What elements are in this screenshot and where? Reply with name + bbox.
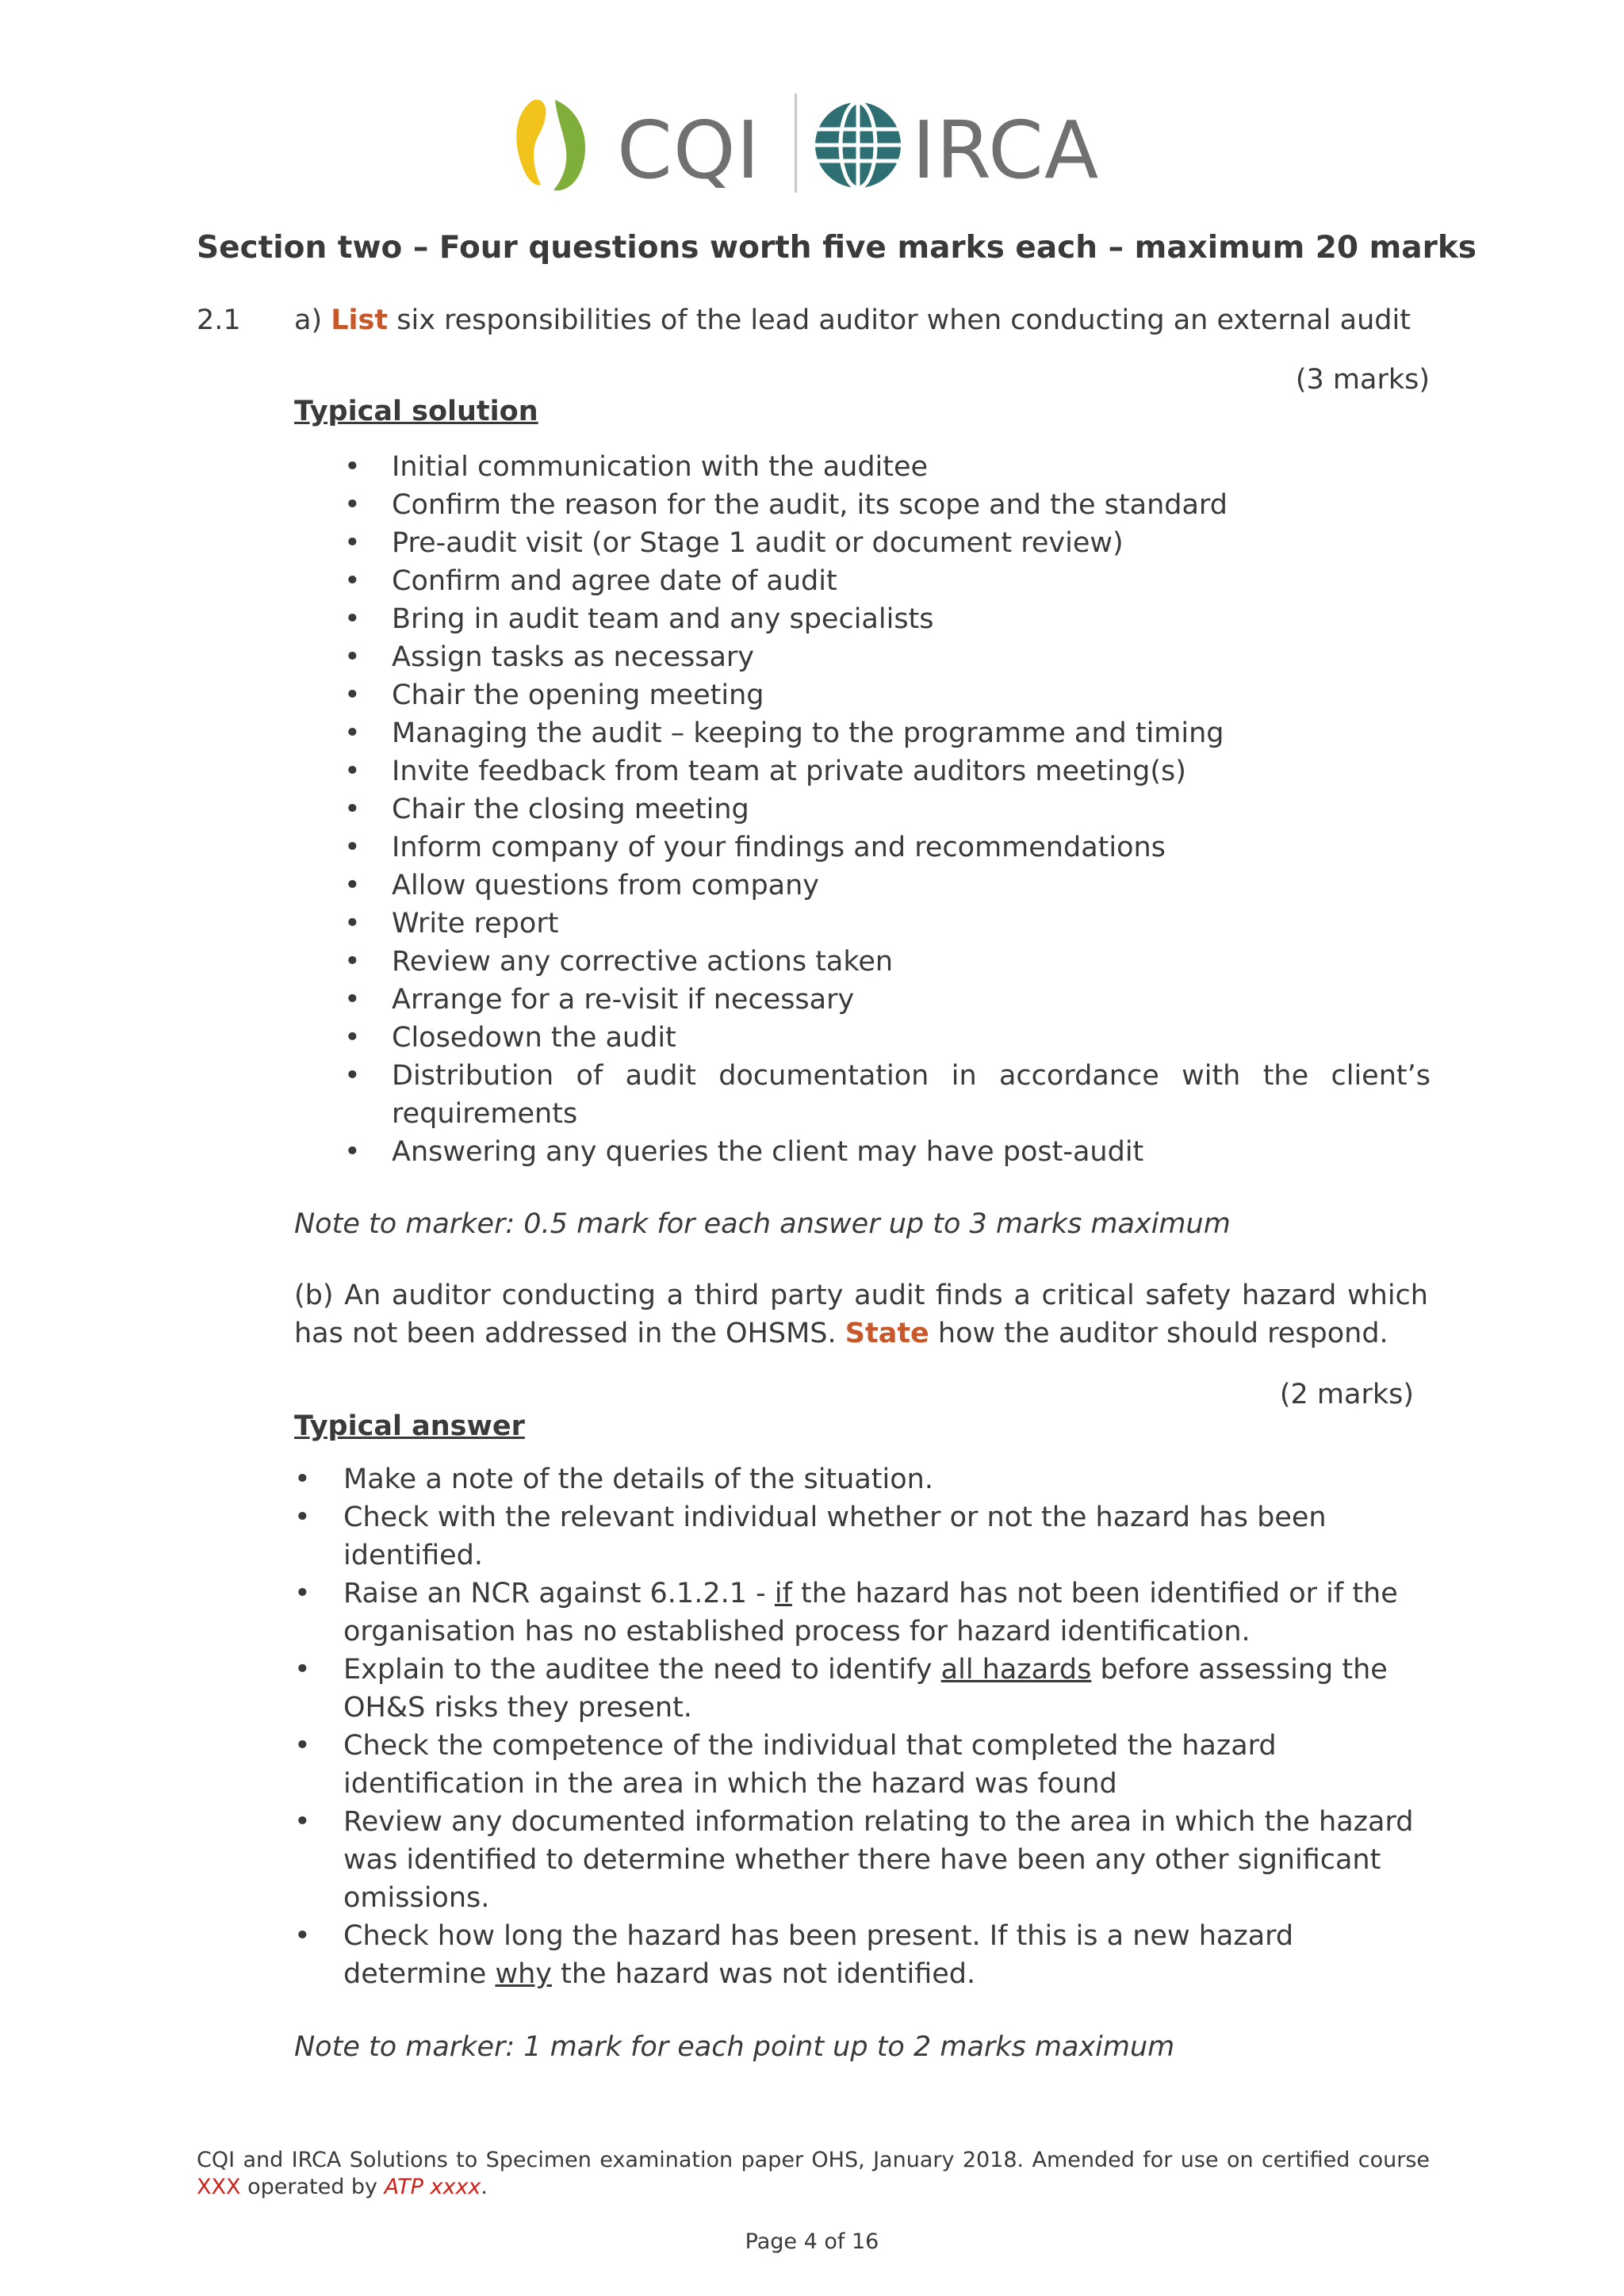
logo-cqi-text: CQI: [617, 104, 761, 197]
list-item: • Assign tasks as necessary: [344, 641, 755, 673]
list-item: • Bring in audit team and any specialists: [344, 603, 934, 635]
cqi-irca-logo: [500, 94, 1134, 197]
keyword-state: State: [845, 1318, 929, 1349]
list-item: • Distribution of audit documentation in accordance with the client’s requirements: [344, 1060, 1431, 1130]
list-item: • Check how long the hazard has been present. If this is a new hazard determine why the hazard was not identified.: [294, 1920, 1294, 1990]
list-item: • Confirm and agree date of audit: [344, 565, 837, 597]
list-item: • Chair the opening meeting: [344, 679, 764, 711]
section-heading: Section two – Four questions worth five marks each – maximum 20 marks: [197, 230, 1477, 266]
logo-irca-text: IRCA: [912, 104, 1100, 197]
list-item: • Initial communication with the auditee: [344, 451, 929, 483]
marker-note-a: Note to marker: 0.5 mark for each answer up to 3 marks maximum: [294, 1208, 1231, 1240]
list-item: • Pre-audit visit (or Stage 1 audit or document review): [344, 527, 1124, 559]
question-b-marks: (2 marks): [1279, 1379, 1414, 1410]
list-item: • Closedown the audit: [344, 1022, 676, 1054]
solution-list: [344, 448, 1431, 1171]
list-item: • Invite feedback from team at private auditors meeting(s): [344, 756, 1186, 787]
question-b-text: (b) An auditor conducting a third party audit finds a critical safety hazard which has not been addressed in the OHSMS. State how the auditor should respond.: [294, 1280, 1428, 1349]
logo-divider: [795, 94, 797, 193]
question-a-text: a) List six responsibilities of the lead auditor when conducting an external audit: [294, 304, 1411, 336]
list-item: • Review any corrective actions taken: [344, 946, 894, 978]
list-item: • Answering any queries the client may have post-audit: [344, 1136, 1144, 1168]
list-item: • Inform company of your findings and recommendations: [344, 832, 1166, 863]
list-item: • Raise an NCR against 6.1.2.1 - if the hazard has not been identified or if the organisation has no established process for hazard identification.: [294, 1578, 1398, 1647]
list-item: • Explain to the auditee the need to identify all hazards before assessing the OH&S risks they present.: [294, 1654, 1388, 1724]
list-item: • Chair the closing meeting: [344, 794, 749, 825]
list-item: • Allow questions from company: [344, 870, 820, 901]
page-number: Page 4 of 16: [745, 2229, 879, 2254]
typical-solution-heading: Typical solution: [294, 396, 538, 427]
cqi-leaf-icon: [500, 94, 611, 197]
question-number: 2.1: [197, 304, 241, 336]
list-item: • Managing the audit – keeping to the programme and timing: [344, 718, 1224, 749]
typical-answer-heading: Typical answer: [294, 1410, 525, 1442]
globe-icon: [810, 98, 906, 193]
list-item: • Review any documented information relating to the area in which the hazard was identified to determine whether there have been any other significant omissions.: [294, 1806, 1414, 1914]
list-item: • Arrange for a re-visit if necessary: [344, 984, 855, 1016]
keyword-list: List: [331, 304, 389, 336]
list-item: • Check with the relevant individual whether or not the hazard has been identified.: [294, 1502, 1327, 1571]
list-item: • Confirm the reason for the audit, its scope and the standard: [344, 489, 1228, 521]
marker-note-b: Note to marker: 1 mark for each point up to 2 marks maximum: [294, 2031, 1175, 2063]
question-a-marks: (3 marks): [1295, 364, 1430, 396]
list-item: • Check the competence of the individual that completed the hazard identification in the area in which the hazard was found: [294, 1730, 1277, 1800]
list-item: • Make a note of the details of the situation.: [294, 1464, 933, 1495]
list-item: • Write report: [344, 908, 559, 939]
footer: CQI and IRCA Solutions to Specimen examination paper OHS, January 2018. Amended for use on certified course XXX operated by ATP xxxx.: [197, 2148, 1430, 2199]
answer-list: [294, 1460, 1438, 1993]
